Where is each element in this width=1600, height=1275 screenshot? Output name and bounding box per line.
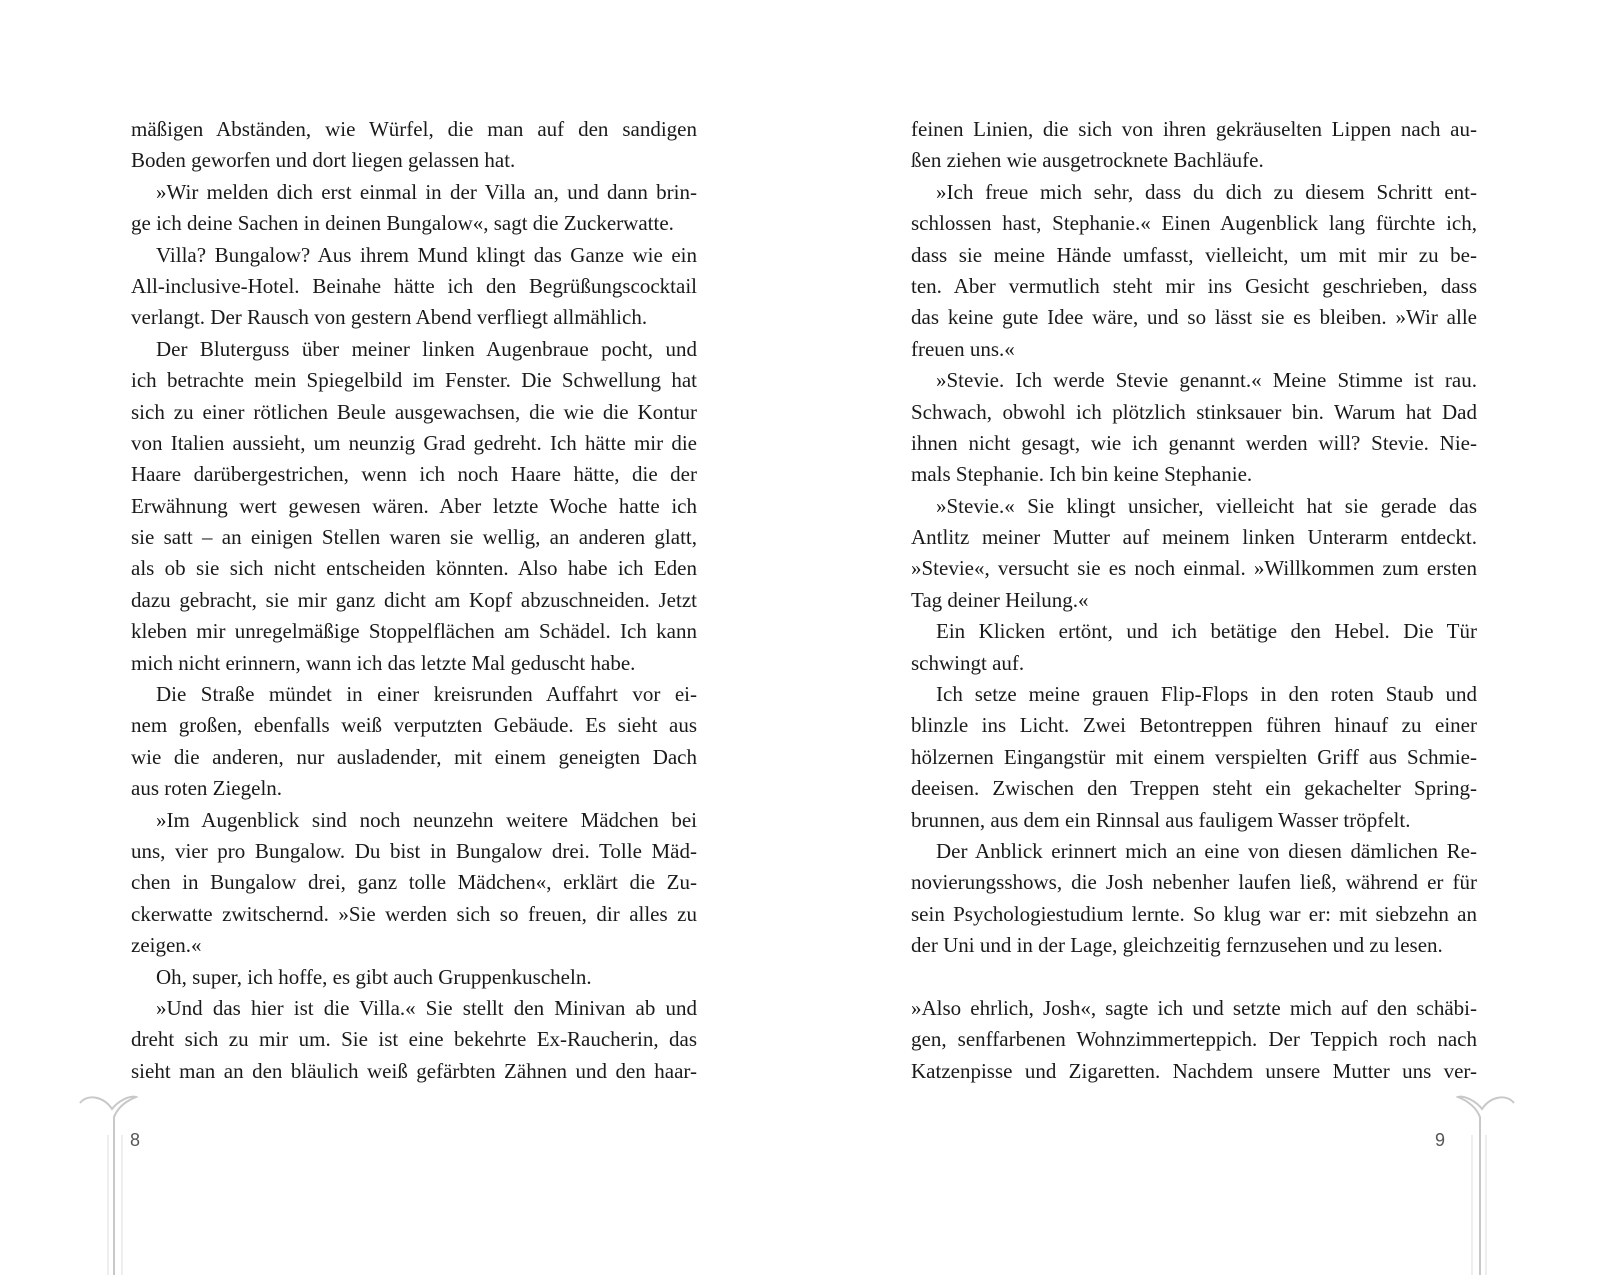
left-page (0, 0, 800, 1274)
text-line: feinen Linien, die sich von ihren gekräuselten Lippen nach au- (911, 117, 1477, 141)
text-line: mich nicht erinnern, wann ich das letzte Mal geduscht habe. (131, 650, 636, 675)
text-line: »Stevie. Ich werde Stevie genannt.« Meine Stimme ist rau. (936, 368, 1477, 393)
text-line: als ob sie sich nicht entscheiden könnten. Also habe ich Eden (131, 556, 697, 581)
text-line: nem großen, ebenfalls weiß verputzten Gebäude. Es sieht aus (131, 713, 697, 738)
text-line: deeisen. Zwischen den Treppen steht ein gekachelter Spring- (911, 776, 1477, 801)
text-line: das keine gute Idee wäre, und so lässt sie es bleiben. »Wir alle (911, 305, 1477, 330)
text-line: ihnen nicht gesagt, wie ich genannt werden will? Stevie. Nie- (911, 430, 1477, 455)
text-line: blinzle ins Licht. Zwei Betontreppen führen hinauf zu einer (911, 713, 1477, 738)
text-line: brunnen, aus dem ein Rinnsal aus fauligem Wasser tröpfelt. (911, 807, 1411, 832)
text-line: chen in Bungalow drei, ganz tolle Mädchen«, erklärt die Zu- (131, 870, 697, 895)
text-line: Erwähnung wert gewesen wären. Aber letzte Woche hatte ich (131, 493, 697, 518)
text-line: mals Stephanie. Ich bin keine Stephanie. (911, 462, 1253, 487)
text-line: »Stevie.« Sie klingt unsicher, vielleicht hat sie gerade das (936, 493, 1477, 518)
text-line: sein Psychologiestudium lernte. So klug war er: mit siebzehn an (911, 901, 1477, 926)
text-line: ßen ziehen wie ausgetrocknete Bachläufe. (911, 148, 1264, 173)
text-line: Villa? Bungalow? Aus ihrem Mund klingt das Ganze wie ein (156, 242, 697, 267)
leaf-ornament-right (1456, 1095, 1516, 1275)
text-line: »Und das hier ist die Villa.« Sie stellt den Minivan ab und (156, 995, 697, 1020)
text-line: dazu gebracht, sie mir ganz dicht am Kopf abzuschneiden. Jetzt (131, 587, 697, 612)
left-page-text (131, 114, 697, 1087)
text-line: uns, vier pro Bungalow. Du bist in Bungalow drei. Tolle Mäd- (131, 838, 697, 863)
text-line: Haare darübergestrichen, wenn ich noch Haare hätte, die der (131, 462, 697, 487)
text-line: ten. Aber vermutlich steht mir ins Gesicht geschrieben, dass (911, 273, 1477, 298)
text-line: Ich setze meine grauen Flip-Flops in den roten Staub und (936, 682, 1477, 707)
text-line: »Ich freue mich sehr, dass du dich zu diesem Schritt ent- (936, 179, 1477, 204)
text-line: zeigen.« (131, 933, 202, 958)
text-line: ckerwatte zwitschernd. »Sie werden sich so freuen, dir alles zu (131, 901, 697, 926)
text-line: verlangt. Der Rausch von gestern Abend verfliegt allmählich. (131, 305, 648, 330)
page-number: 9 (1435, 1130, 1446, 1150)
text-line: Antlitz meiner Mutter auf meinem linken Unterarm entdeckt. (911, 525, 1477, 550)
text-line: schlossen hast, Stephanie.« Einen Augenblick lang fürchte ich, (911, 211, 1477, 236)
text-line: schwingt auf. (911, 650, 1025, 675)
text-line: Der Bluterguss über meiner linken Augenbraue pocht, und (156, 336, 697, 361)
right-page (800, 0, 1600, 1274)
text-line: Oh, super, ich hoffe, es gibt auch Gruppenkuscheln. (156, 964, 592, 989)
text-line: gen, senffarbenen Wohnzimmerteppich. Der Teppich roch nach (911, 1027, 1477, 1052)
text-line: sie satt – an einigen Stellen waren sie wellig, an anderen glatt, (131, 525, 697, 550)
text-line: Katzenpisse und Zigaretten. Nachdem unsere Mutter uns ver- (911, 1058, 1477, 1083)
right-page-text (911, 114, 1477, 1087)
text-line: ge ich deine Sachen in deinen Bungalow«, sagt die Zuckerwatte. (131, 211, 674, 236)
text-line: Die Straße mündet in einer kreisrunden Auffahrt vor ei- (156, 682, 697, 707)
text-line: wie die anderen, nur ausladender, mit einem geneigten Dach (131, 744, 697, 769)
text-line: »Stevie«, versucht sie es noch einmal. »Willkommen zum ersten (911, 556, 1477, 581)
text-line: kleben mir unregelmäßige Stoppelflächen am Schädel. Ich kann (131, 619, 697, 644)
page-number: 8 (130, 1130, 141, 1150)
text-line: »Also ehrlich, Josh«, sagte ich und setzte mich auf den schäbi- (911, 995, 1477, 1020)
text-line: freuen uns.« (911, 336, 1015, 361)
text-line: All-inclusive-Hotel. Beinahe hätte ich den Begrüßungscocktail (131, 273, 697, 298)
text-line (911, 962, 1477, 993)
text-line: Ein Klicken ertönt, und ich betätige den Hebel. Die Tür (936, 619, 1477, 644)
text-line: ich betrachte mein Spiegelbild im Fenster. Die Schwellung hat (131, 368, 697, 393)
leaf-ornament-left (78, 1095, 141, 1275)
text-line: aus roten Ziegeln. (131, 776, 283, 801)
text-line: »Im Augenblick sind noch neunzehn weitere Mädchen bei (156, 807, 697, 832)
text-line: der Uni und in der Lage, gleichzeitig fernzusehen und zu lesen. (911, 933, 1443, 958)
text-line: Der Anblick erinnert mich an eine von diesen dämlichen Re- (936, 838, 1477, 863)
text-line: von Italien aussieht, um neunzig Grad gedreht. Ich hätte mir die (131, 430, 697, 455)
text-line: Schwach, obwohl ich plötzlich stinksauer bin. Warum hat Dad (911, 399, 1477, 424)
text-line: Tag deiner Heilung.« (911, 587, 1089, 612)
text-line: sieht man an den bläulich weiß gefärbten Zähnen und den haar- (131, 1058, 697, 1083)
text-line: dass sie meine Hände umfasst, vielleicht, um mit mir zu be- (911, 242, 1477, 267)
text-line: hölzernen Eingangstür mit einem verspielten Griff aus Schmie- (911, 744, 1477, 769)
text-line: mäßigen Abständen, wie Würfel, die man auf den sandigen (131, 117, 697, 141)
text-line: dreht sich zu mir um. Sie ist eine bekehrte Ex-Raucherin, das (131, 1027, 697, 1052)
text-line: novierungsshows, die Josh nebenher laufen ließ, während er für (911, 870, 1477, 895)
text-line: sich zu einer rötlichen Beule ausgewachsen, die wie die Kontur (131, 399, 697, 424)
text-line: Boden geworfen und dort liegen gelassen hat. (131, 148, 516, 173)
text-line: »Wir melden dich erst einmal in der Villa an, und dann brin- (156, 179, 697, 204)
